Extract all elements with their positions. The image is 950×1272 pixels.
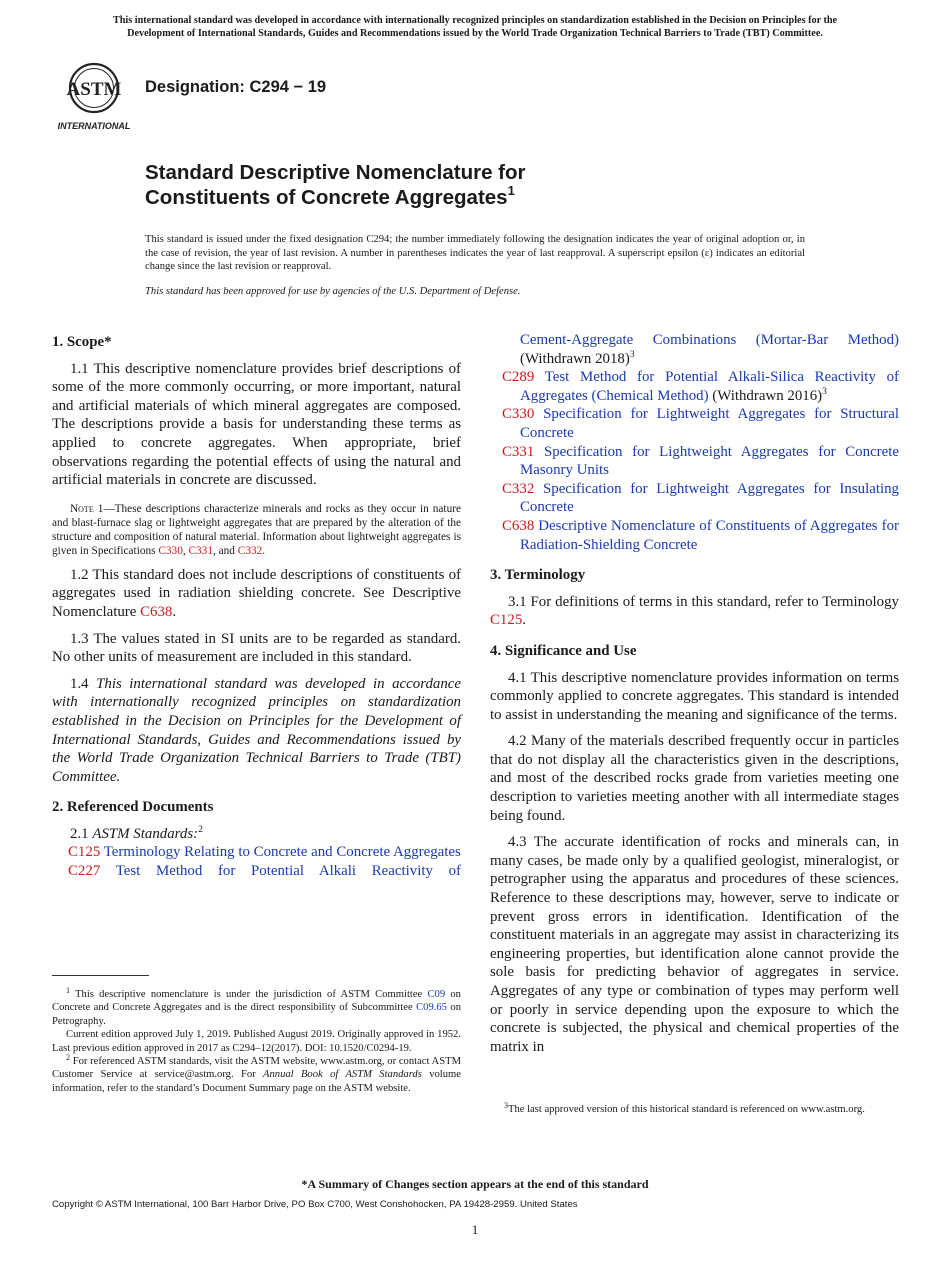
logo-subtext: INTERNATIONAL [57,121,131,131]
ref-item-c330 [490,405,899,442]
footnote-2: $^2$ For referenced ASTM standards, visit the ASTM website, www.astm.org, or contact ASTM Customer Service at service@astm.org. For Annual Book of ASTM Standards volume information, refer to the standard’s Document Summary page on the ASTM website. [52,1053,461,1094]
section-terminology-heading: 3. Terminology [490,567,586,584]
committee-link-c09[interactable]: C09 [427,989,446,1000]
ref-title-c638[interactable]: Descriptive Nomenclature of Constituents of Aggregates for Radiation-Shielding Concrete [520,517,899,553]
issued-statement: This standard is issued under the fixed designation C294; the number immediately following the designation indicates the year of original adoption or, in the case of revision, the year of last revision. A number in parentheses indicates the year of last reapproval. A superscript epsilon (ε) indicates an editorial change since the last revision or reapproval. [145,234,805,272]
ref-code-c332[interactable]: C332 [502,480,535,497]
ref-title-c289[interactable]: Test Method for Potential Alkali-Silica Reactivity of Aggregates (Chemical Method) [520,369,899,404]
ref-item-c289: C289 Test Method for Potential Alkali-Silica Reactivity of Aggregates (Chemical Method) (Withdrawn 2016)$^3$ [502,369,899,404]
astm-logo-icon [52,56,136,134]
section-scope-heading: 1. Scope* [52,334,112,350]
header-notice-line1: This international standard was developed in accordance with internationally recognized principles on standardization established in the Decision on Principles for the [112,15,838,26]
title-line1: Standard Descriptive Nomenclature for [145,161,526,184]
ref-title-c227-part1[interactable]: Test Method for Potential Alkali Reactivity of [115,863,461,880]
ref-code-c125[interactable]: C125 [68,844,101,861]
ref-item-c331 [490,443,899,480]
footnotes-left [52,988,461,1095]
designation: Designation: C294 − 19 [145,78,327,96]
para-1-3: 1.3 The values stated in SI units are to be regarded as standard. No other units of measurement are included in this standard. [52,630,461,666]
ref-title-c330[interactable]: Specification for Lightweight Aggregates for Structural Concrete [520,406,899,441]
title-line2: Constituents of Concrete Aggregates$^1$ [145,183,515,209]
ref-link-c330[interactable]: C330 [158,544,183,557]
ref-code-c638[interactable]: C638 [502,517,535,534]
para-4-1: 4.1 This descriptive nomenclature provides information on terms commonly applied to concrete aggregates. This standard is intended to assist in understanding the meaning and significance of the terms. [490,669,899,723]
footnote-divider [52,975,149,976]
ref-title-c227-part2[interactable]: Cement-Aggregate Combinations (Mortar-Bar Method) [520,332,899,348]
ref-title-c332[interactable]: Specification for Lightweight Aggregates for Insulating Concrete [520,480,899,516]
ref-code-c289[interactable]: C289 [502,369,535,386]
para-3-1: 3.1 For definitions of terms in this standard, refer to Terminology C125. [490,593,899,629]
ref-title-c331[interactable]: Specification for Lightweight Aggregates for Concrete Masonry Units [520,443,899,479]
ref-link-c331[interactable]: C331 [188,544,213,557]
ref-code-c331[interactable]: C331 [502,443,535,460]
document-title [145,160,526,210]
ref-code-c227[interactable]: C227 [68,863,101,880]
para-1-4: 1.4 This international standard was developed in accordance with internationally recognized principles on standardization established in the Decision on Principles for the Development of International Standards, Guides and Recommendations issued by the World Trade Organization Technical Barriers to Trade (TBT) Committee. [52,675,461,785]
subcommittee-link-c0965[interactable]: C09.65 [416,1002,447,1014]
ref-item-c227 [52,862,461,881]
note-1: Note 1—These descriptions characterize minerals and rocks as they occur in nature and blast-furnace slag or lightweight aggregates that are prepared by the alteration of the structure and composition of natural material. Information about lightweight aggregates is given in Specifications C330, C331, and C332. [52,502,461,557]
para-1-2: 1.2 This standard does not include descriptions of constituents of aggregates used in radiation shielding concrete. See Descriptive Nomenclature C638. [52,566,461,620]
ref-code-c330[interactable]: C330 [502,406,535,423]
ref-item-c332 [490,480,899,517]
title-footnote-mark: 1 [507,183,515,198]
footnote-1-edition: Current edition approved July 1, 2019. Published August 2019. Originally approved in 1952. Last previous edition approved in 2017 as C294–12(2017). DOI: 10.1520/C0294-19. [52,1029,461,1054]
header-notice-line2: Development of International Standards, Guides and Recommendations issued by the World Trade Organization Technical Barriers to Trade (TBT) Committee. [127,28,823,39]
ref-item-c227-cont: Cement-Aggregate Combinations (Mortar-Bar Method) (Withdrawn 2018)$^3$ [520,332,899,367]
right-column [490,331,899,1056]
ref-title-c125[interactable]: Terminology Relating to Concrete and Concrete Aggregates [103,844,461,861]
ref-link-c638[interactable]: C638 [140,603,173,620]
ref-link-c125[interactable]: C125 [490,612,523,629]
para-4-3: 4.3 The accurate identification of rocks and minerals can, in many cases, be made only by a qualified geologist, mineralogist, or petrographer using the apparatus and procedures of these sciences. Reference to these descriptions may, however, serve to indicate or prevent gross errors in identification. Identification of the constituent materials in an aggregate may assist in characterizing its engineering properties, but identification alone cannot provide the sole basis for predicting behavior of aggregates in service. Aggregates of any type or combination of types may perform well or poorly in service depending upon the exposure to which the concrete is subjected, the physical and chemical properties of the matrix in [490,834,899,1055]
header-notice [40,14,910,40]
logo-text: ASTM [66,79,122,100]
copyright-line: Copyright © ASTM International, 100 Barr Harbor Drive, PO Box C700, West Conshohocken, PA 19428-2959. United States [52,1199,578,1210]
footnotes-right [490,1103,899,1116]
page-number: 1 [471,1222,479,1237]
ref-link-c332[interactable]: C332 [237,544,263,557]
footnote-1: $^1$ This descriptive nomenclature is under the jurisdiction of ASTM Committee C09 on Concrete and Concrete Aggregates and is the direct responsibility of Subcommittee C09.65 on Petrography. [52,986,461,1027]
ref-item-c638 [490,517,899,554]
section-referenced-heading: 2. Referenced Documents [52,799,214,816]
para-4-2: 4.2 Many of the materials described frequently occur in particles that do not display all the characteristics given in the descriptions, and most of the described rocks grade from varieties meeting one description to varieties meeting another with all intermediate stages being found. [490,733,899,824]
approval-statement: This standard has been approved for use by agencies of the U.S. Department of Defense. [145,286,521,297]
left-column [52,333,461,881]
ref-item-c125 [52,843,461,862]
summary-of-changes-notice: *A Summary of Changes section appears at the end of this standard [301,1177,649,1191]
para-1-1: 1.1 This descriptive nomenclature provides brief descriptions of some of the more commonly occurring, or more important, natural and artificial materials of which mineral aggregates are composed. The descriptions provide a basis for understanding these terms as applied to concrete aggregates. When appropriate, brief observations regarding the potential effects of using the natural and artificial materials in concrete are discussed. [52,360,461,489]
section-significance-heading: 4. Significance and Use [490,642,637,659]
footnote-3: $^3$The last approved version of this historical standard is referenced on www.astm.org. [504,1101,865,1115]
astm-standards-label: 2.1 ASTM Standards:$^2$ [70,824,203,842]
